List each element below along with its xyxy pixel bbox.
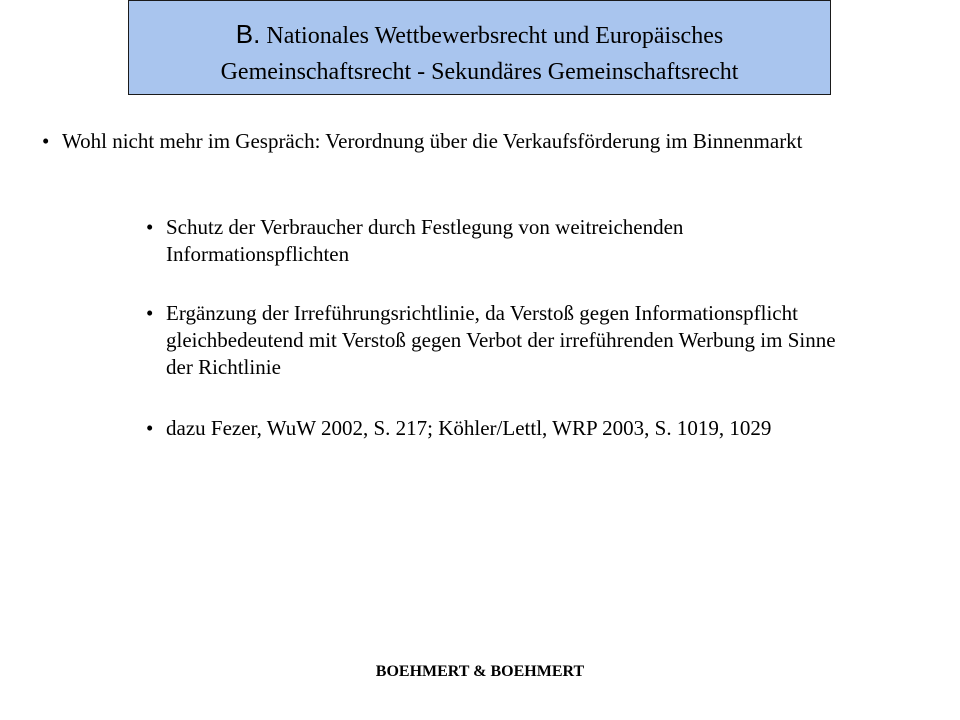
title-box bbox=[128, 0, 831, 95]
bullet-marker: • bbox=[146, 215, 154, 239]
bullet-text: dazu Fezer, WuW 2002, S. 217; Köhler/Lettl, WRP 2003, S. 1019, 1029 bbox=[166, 416, 772, 440]
bullet-marker: • bbox=[146, 416, 154, 440]
title-line-1 bbox=[129, 19, 830, 51]
bullet-marker: • bbox=[42, 129, 50, 153]
sub-bullet-item-verbraucherschutz bbox=[146, 214, 806, 268]
sub-bullet-item-literatur bbox=[146, 415, 886, 442]
title-section-letter: B. bbox=[235, 19, 261, 49]
bullet-text: Wohl nicht mehr im Gespräch: Verordnung über die Verkaufsförderung im Binnenmarkt bbox=[62, 129, 803, 153]
sub-bullet-item-irrefuehrungsrichtlinie bbox=[146, 300, 836, 381]
bullet-text: Schutz der Verbraucher durch Festlegung von weitreichenden Informationspflichten bbox=[166, 215, 684, 266]
footer-firm-name: BOEHMERT & BOEHMERT bbox=[375, 663, 585, 680]
bullet-item-verordnung bbox=[42, 128, 822, 155]
title-line-1-text: Nationales Wettbewerbsrecht und Europäisches bbox=[260, 23, 724, 49]
bullet-text: Ergänzung der Irreführungsrichtlinie, da Verstoß gegen Informationspflicht gleichbedeutend mit Verstoß gegen Verbot der irreführenden Werbung im Sinne der Richtlinie bbox=[166, 301, 836, 379]
bullet-marker: • bbox=[146, 301, 154, 325]
title-line-2: Gemeinschaftsrecht - Sekundäres Gemeinschaftsrecht bbox=[220, 59, 739, 85]
